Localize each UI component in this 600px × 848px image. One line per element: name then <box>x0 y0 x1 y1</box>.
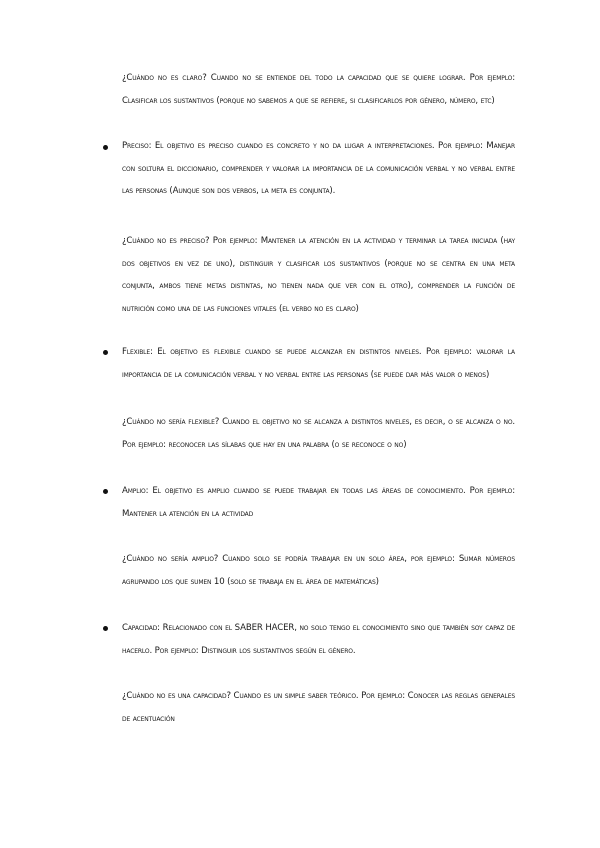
paragraph-flexible: Flexible: El objetivo es flexible cuando se puede alcanzar en distintos niveles. Por ejemplo: valorar la importancia de la comunicación verbal y no verbal entre las personas (se puede dar más valor o menos) <box>122 347 515 380</box>
bullet-capacity <box>103 626 108 631</box>
paragraph-not-capacity: ¿Cuándo no es una capacidad? Cuando es un simple saber teórico. Por ejemplo: Conocer las reglas generales de acentuación <box>122 691 515 724</box>
bullet-broad <box>103 489 108 494</box>
paragraph-not-precise: ¿Cuándo no es preciso? Por ejemplo: Mantener la atención en la actividad y terminar la tarea iniciada (hay dos objetivos en vez de uno), distinguir y clasificar los sustantivos (porque no se centra en una meta conjunta, ambos tiene metas distintas, no tienen nada que ver con el otro), comprender la función de nutrición como una de las funciones vitales (el verbo no es claro) <box>122 236 515 314</box>
paragraph-broad: Amplio: El objetivo es amplio cuando se puede trabajar en todas las áreas de conocimiento. Por ejemplo: Mantener la atención en la actividad <box>122 486 515 519</box>
paragraph-not-broad: ¿Cuándo no sería amplio? Cuando solo se podría trabajar en un solo área, por ejemplo: Sumar números agrupando los que sumen 10 (solo se trabaja en el área de matemáticas) <box>122 554 515 587</box>
paragraph-not-clear: ¿Cuándo no es claro? Cuando no se entiende del todo la capacidad que se quiere lograr. Por ejemplo: Clasificar los sustantivos (porque no sabemos a que se refiere, si clasificarlos por género, número, etc) <box>122 73 515 106</box>
bullet-precise <box>103 145 108 150</box>
paragraph-precise: Preciso: El objetivo es preciso cuando es concreto y no da lugar a interpretaciones. Por ejemplo: Manejar con soltura el diccionario, comprender y valorar la importancia de la comunicación verbal y no verbal entre las personas (Aunque son dos verbos, la meta es conjunta). <box>122 141 515 196</box>
bullet-flexible <box>103 350 108 355</box>
paragraph-not-flexible: ¿Cuándo no sería flexible? Cuando el objetivo no se alcanza a distintos niveles, es decir, o se alcanza o no. Por ejemplo: reconocer las sílabas que hay en una palabra (o se reconoce o no) <box>122 417 515 450</box>
paragraph-capacity: Capacidad: Relacionado con el SABER HACER, no solo tengo el conocimiento sino que también soy capaz de hacerlo. Por ejemplo: Distinguir los sustantivos según el género. <box>122 623 515 656</box>
